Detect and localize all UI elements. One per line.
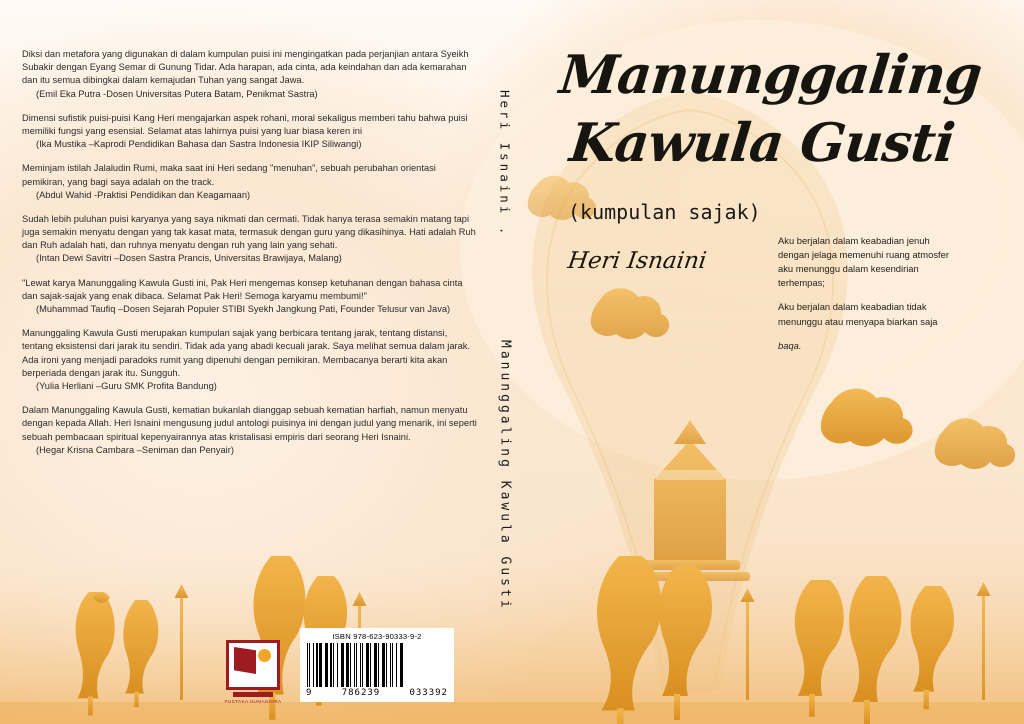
barcode-digit-left: 9	[306, 688, 313, 698]
book-title-line-2: Kawula Gusti	[566, 112, 958, 174]
book-spine	[487, 40, 523, 660]
barcode-digits	[301, 688, 453, 698]
blurb-text: Meminjam istilah Jalaludin Rumi, maka saat ini Heri sedang "menuhan", sebuah perubahan orientasi pemikiran, yang bagi saya adalah on the track.	[22, 163, 436, 187]
spine-author: Heri Isnaini .	[497, 90, 513, 238]
book-author: Heri Isnaini	[566, 248, 709, 274]
publisher-name: PUSTAKA HUMANIORA	[224, 699, 282, 704]
blurb-item	[22, 404, 477, 457]
barcode-digit-right: 033392	[409, 688, 448, 698]
poem-stanza-2: Aku berjalan dalam keabadian tidak menunggu atau menyapa biarkan saja	[778, 301, 938, 327]
cover-poem	[778, 234, 958, 363]
blurb-text: "Lewat karya Manunggaling Kawula Gusti ini, Pak Heri mengemas konsep ketuhanan dengan bahasa cinta dan sajak-sajak yang enak dibaca. Selamat Pak Heri! Semoga karyamu membumi!"	[22, 277, 463, 301]
blurb-item	[22, 327, 477, 393]
isbn-barcode	[300, 628, 454, 702]
blurb-source: (Abdul Wahid -Praktisi Pendidikan dan Keagamaan)	[36, 189, 251, 200]
poem-signature: baqa.	[778, 339, 802, 351]
spine-title: Manunggaling Kawula Gusti	[497, 340, 513, 611]
blurb-item	[22, 48, 477, 101]
blurb-source: (Intan Dewi Savitri –Dosen Sastra Prancis, Universitas Brawijaya, Malang)	[36, 253, 342, 264]
blurb-item	[22, 112, 477, 152]
back-cover-blurbs	[22, 48, 477, 468]
poem-stanza-1: Aku berjalan dalam keabadian jenuh dengan jelaga memenuhi ruang atmosfer aku menunggu dalam kesendirian terhempas;	[778, 235, 949, 289]
blurb-text: Diksi dan metafora yang digunakan di dalam kumpulan puisi ini mengingatkan pada perjanjian antara Syeikh Subakir dengan Eyang Semar di Gunung Tidar. Ada harapan, ada cinta, ada keindahan dan ada kemarahan dan itu semua dibingkai dalam kemajudan Tuhan yang sangat Jawa.	[22, 49, 469, 86]
blurb-item	[22, 162, 477, 202]
isbn-text: ISBN 978-623-90333-9-2	[332, 632, 422, 641]
blurb-source: (Yulia Herliani –Guru SMK Profita Bandung)	[36, 380, 217, 391]
blurb-item	[22, 213, 477, 266]
blurb-source: (Ika Mustika –Kaprodi Pendidikan Bahasa dan Sastra Indonesia IKIP Siliwangi)	[36, 139, 362, 150]
blurb-item	[22, 277, 477, 317]
barcode-digit-mid: 786239	[341, 688, 381, 698]
blurb-source: (Muhammad Taufiq –Dosen Sejarah Populer STIBI Syekh Jangkung Pati, Founder Telusur van Java)	[36, 304, 451, 314]
publisher-logo	[222, 640, 284, 704]
blurb-text: Manunggaling Kawula Gusti merupakan kumpulan sajak yang berbicara tentang jarak, tentang distansi, tentang eksistensi dari jarak itu sendiri. Tidak ada yang abadi kecuali jarak. Saya melihat semua dalam jarak. Ada ironi yang menjadi paradoks rumit yang dipenuhi dengan pemikiran. Membacanya berarti kita akan berperiada dengan jarak itu. Sungguh.	[22, 328, 471, 378]
blurb-source: (Emil Eka Putra -Dosen Universitas Putera Batam, Penikmat Sastra)	[36, 88, 318, 99]
blurb-text: Dalam Manunggaling Kawula Gusti, kematian bukanlah dianggap sebuah kematian harfiah, namun menyatu dengan kepada Allah. Heri Isnaini mengusung judul antologi puisinya ini dengan judul yang menarik, ini seperti sebuah pembacaan spiritual kepenyairannya atas kristalisasi empiris dari seorang Heri Isnaini.	[22, 405, 477, 442]
blurb-text: Dimensi sufistik puisi-puisi Kang Heri mengajarkan aspek rohani, moral sekaligus memberi tahu bahwa puisi memiliki fungsi yang esensial. Selamat atas lahirnya puisi yang luar biasa keren ini	[22, 112, 468, 136]
book-title-line-1: Manunggaling	[556, 44, 985, 106]
logo-bar	[233, 692, 273, 697]
barcode-bars	[307, 643, 447, 687]
pa-monogram-icon	[226, 640, 280, 690]
book-subtitle: (kumpulan sajak)	[568, 200, 761, 224]
blurb-source: (Hegar Krisna Cambara –Seniman dan Penyair)	[36, 444, 234, 455]
blurb-text: Sudah lebih puluhan puisi karyanya yang saya nikmati dan cermati. Tidak hanya terasa semakin matang tapi juga semakin menyatu dengan yang tak kasat mata, termasuk dengan guru yang dikasihinya. Hati adalah Ruh dan Ruh adalah hati, dan ruhnya menyatu dengan ruh yang lain yang sehati.	[22, 213, 476, 251]
front-cover	[530, 0, 1024, 724]
